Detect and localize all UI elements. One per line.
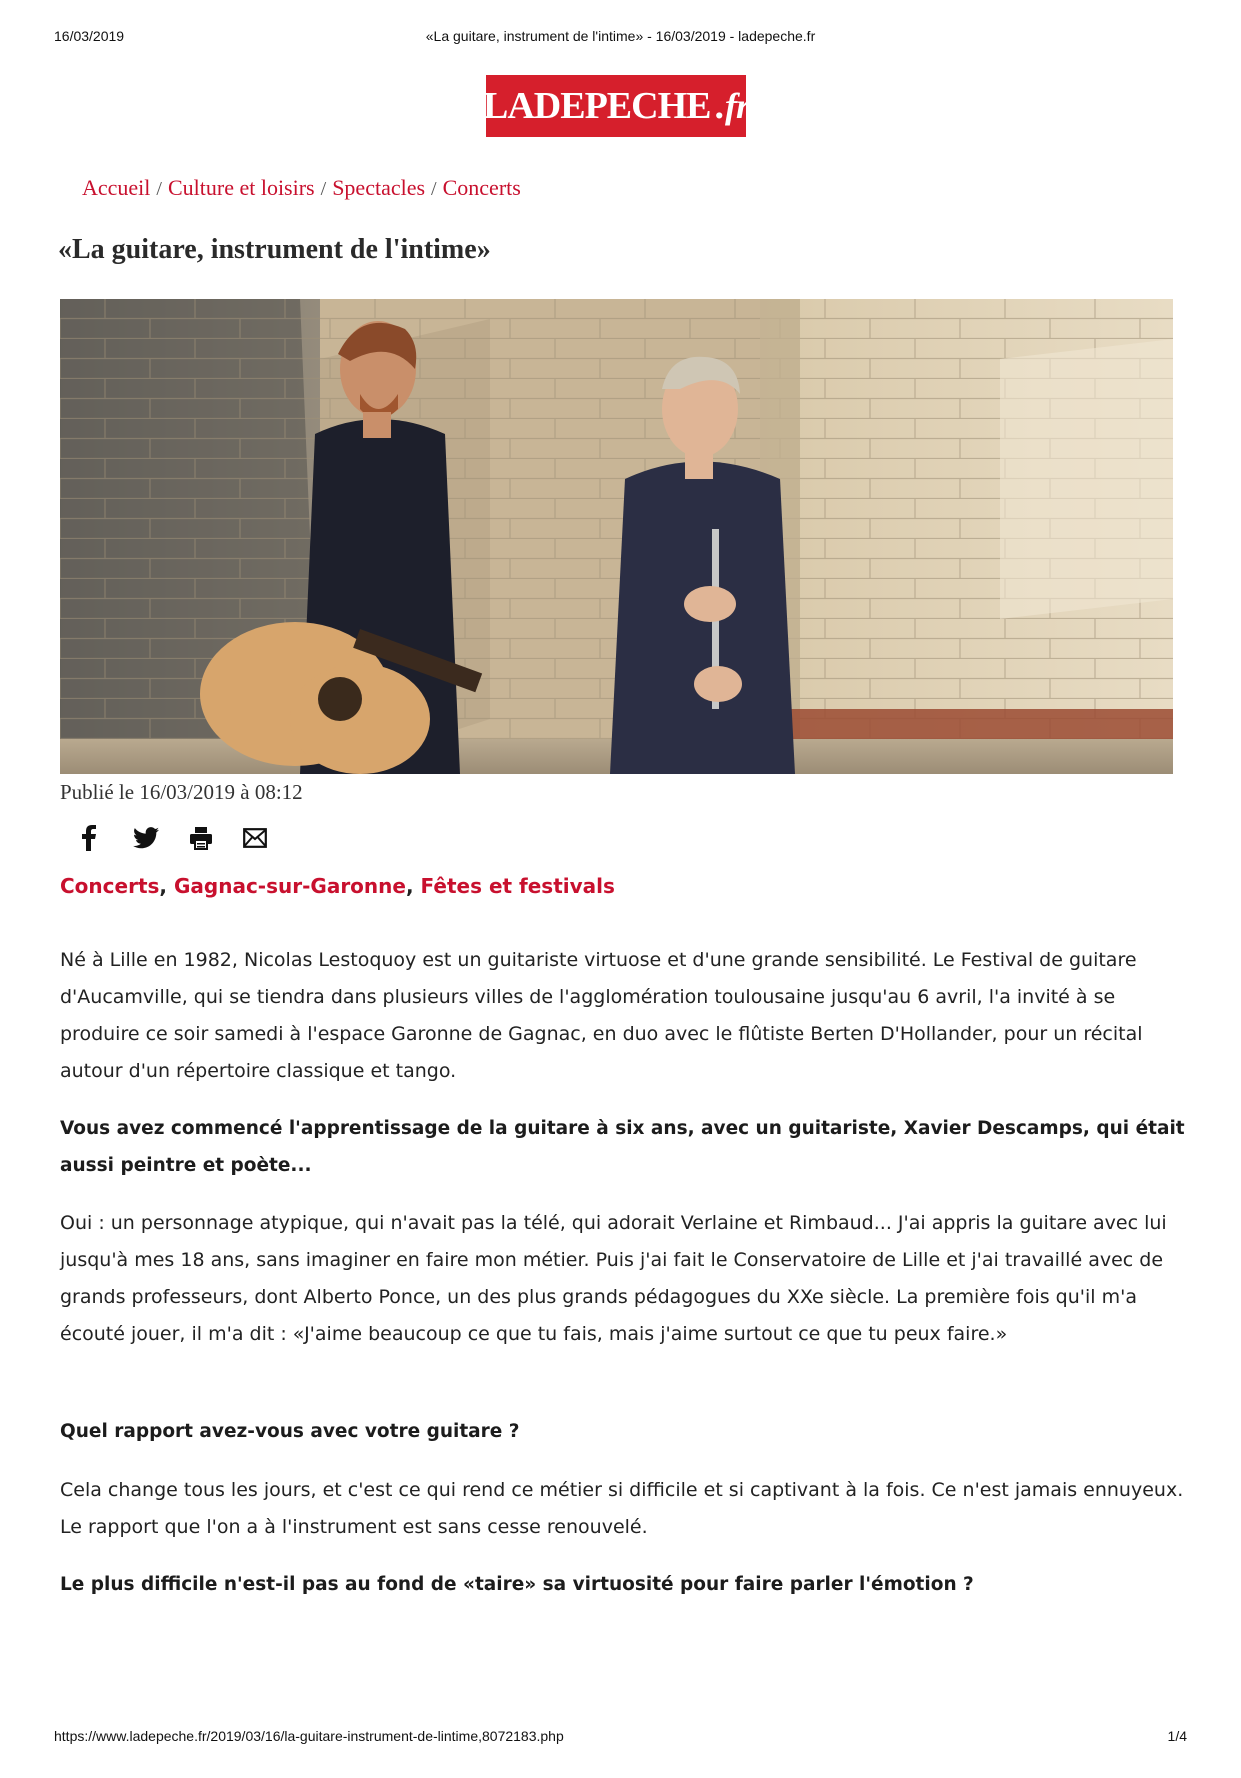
tag-separator: , — [159, 874, 168, 898]
facebook-icon — [78, 825, 100, 851]
twitter-icon — [133, 827, 159, 849]
breadcrumb-culture-et-loisirs[interactable]: Culture et loisirs — [167, 175, 315, 200]
logo-suffix: fr — [725, 86, 749, 126]
breadcrumb-accueil[interactable]: Accueil — [82, 175, 151, 200]
print-url: https://www.ladepeche.fr/2019/03/16/la-guitare-instrument-de-lintime,8072183.php — [54, 1728, 564, 1744]
tag-gagnac-sur-garonne[interactable]: Gagnac-sur-Garonne — [173, 874, 406, 898]
email-icon — [243, 828, 267, 848]
article-title: «La guitare, instrument de l'intime» — [58, 234, 491, 265]
breadcrumb-spectacles[interactable]: Spectacles — [332, 175, 426, 200]
interview-question: Quel rapport avez-vous avec votre guitare ? — [60, 1421, 520, 1442]
twitter-button[interactable] — [129, 821, 163, 855]
article-intro-paragraph: Né à Lille en 1982, Nicolas Lestoquoy est un guitariste virtuose et d'une grande sensibilité. Le Festival de guitare d'Aucamville, qui se tiendra dans plusieurs villes de l'agglomération toulousaine jusqu'au 6 avril, l'a invité à se produire ce soir samedi à l'espace Garonne de Gagnac, en duo avec le flûtiste Berten D'Hollander, pour un récital autour d'un répertoire classique et tango. — [60, 949, 1143, 1082]
email-button[interactable] — [238, 821, 272, 855]
print-date: 16/03/2019 — [54, 28, 125, 44]
breadcrumb-separator: / — [156, 178, 162, 200]
breadcrumb-separator: / — [431, 178, 437, 200]
tag-concerts[interactable]: Concerts — [60, 874, 160, 898]
breadcrumb-separator: / — [320, 178, 327, 200]
interview-question: Vous avez commencé l'apprentissage de la guitare à six ans, avec un guitariste, Xavier Descamps, qui était aussi peintre et poète... — [60, 1118, 1185, 1176]
print-header — [54, 28, 1187, 48]
interview-question: Le plus difficile n'est-il pas au fond de «taire» sa virtuosité pour faire parler l'émotion ? — [60, 1574, 974, 1595]
article-tags — [60, 874, 615, 898]
print-page-title: «La guitare, instrument de l'intime» - 16/03/2019 - ladepeche.fr — [425, 28, 816, 44]
interview-answer: Oui : un personnage atypique, qui n'avait pas la télé, qui adorait Verlaine et Rimbaud... J'ai appris la guitare avec lui jusqu'à mes 18 ans, sans imaginer en faire mon métier. Puis j'ai fait le Conservatoire de Lille et j'ai travaillé avec de grands professeurs, dont Alberto Ponce, un des plus grands pédagogues du XXe siècle. La première fois qu'il m'a écouté jouer, il m'a dit : «J'aime beaucoup ce que tu fais, mais j'aime surtout ce que tu peux faire.» — [60, 1212, 1167, 1345]
breadcrumb-concerts[interactable]: Concerts — [442, 175, 521, 200]
tag-separator: , — [405, 874, 414, 898]
print-icon — [189, 826, 213, 850]
logo-dot: . — [714, 85, 723, 127]
print-footer — [54, 1728, 1187, 1748]
facebook-button[interactable] — [72, 821, 106, 855]
logo-main: LADEPECHE — [483, 85, 711, 127]
print-button[interactable] — [184, 821, 218, 855]
print-page-number: 1/4 — [1167, 1728, 1187, 1744]
site-logo[interactable] — [483, 75, 749, 137]
tag-fetes-et-festivals[interactable]: Fêtes et festivals — [420, 874, 615, 898]
breadcrumb — [82, 175, 521, 201]
interview-answer: Cela change tous les jours, et c'est ce qui rend ce métier si difficile et si captivant à la fois. Ce n'est jamais ennuyeux. Le rapport que l'on a à l'instrument est sans cesse renouvelé. — [60, 1479, 1184, 1538]
article-photo — [60, 299, 1173, 774]
published-date: Publié le 16/03/2019 à 08:12 — [60, 780, 303, 804]
